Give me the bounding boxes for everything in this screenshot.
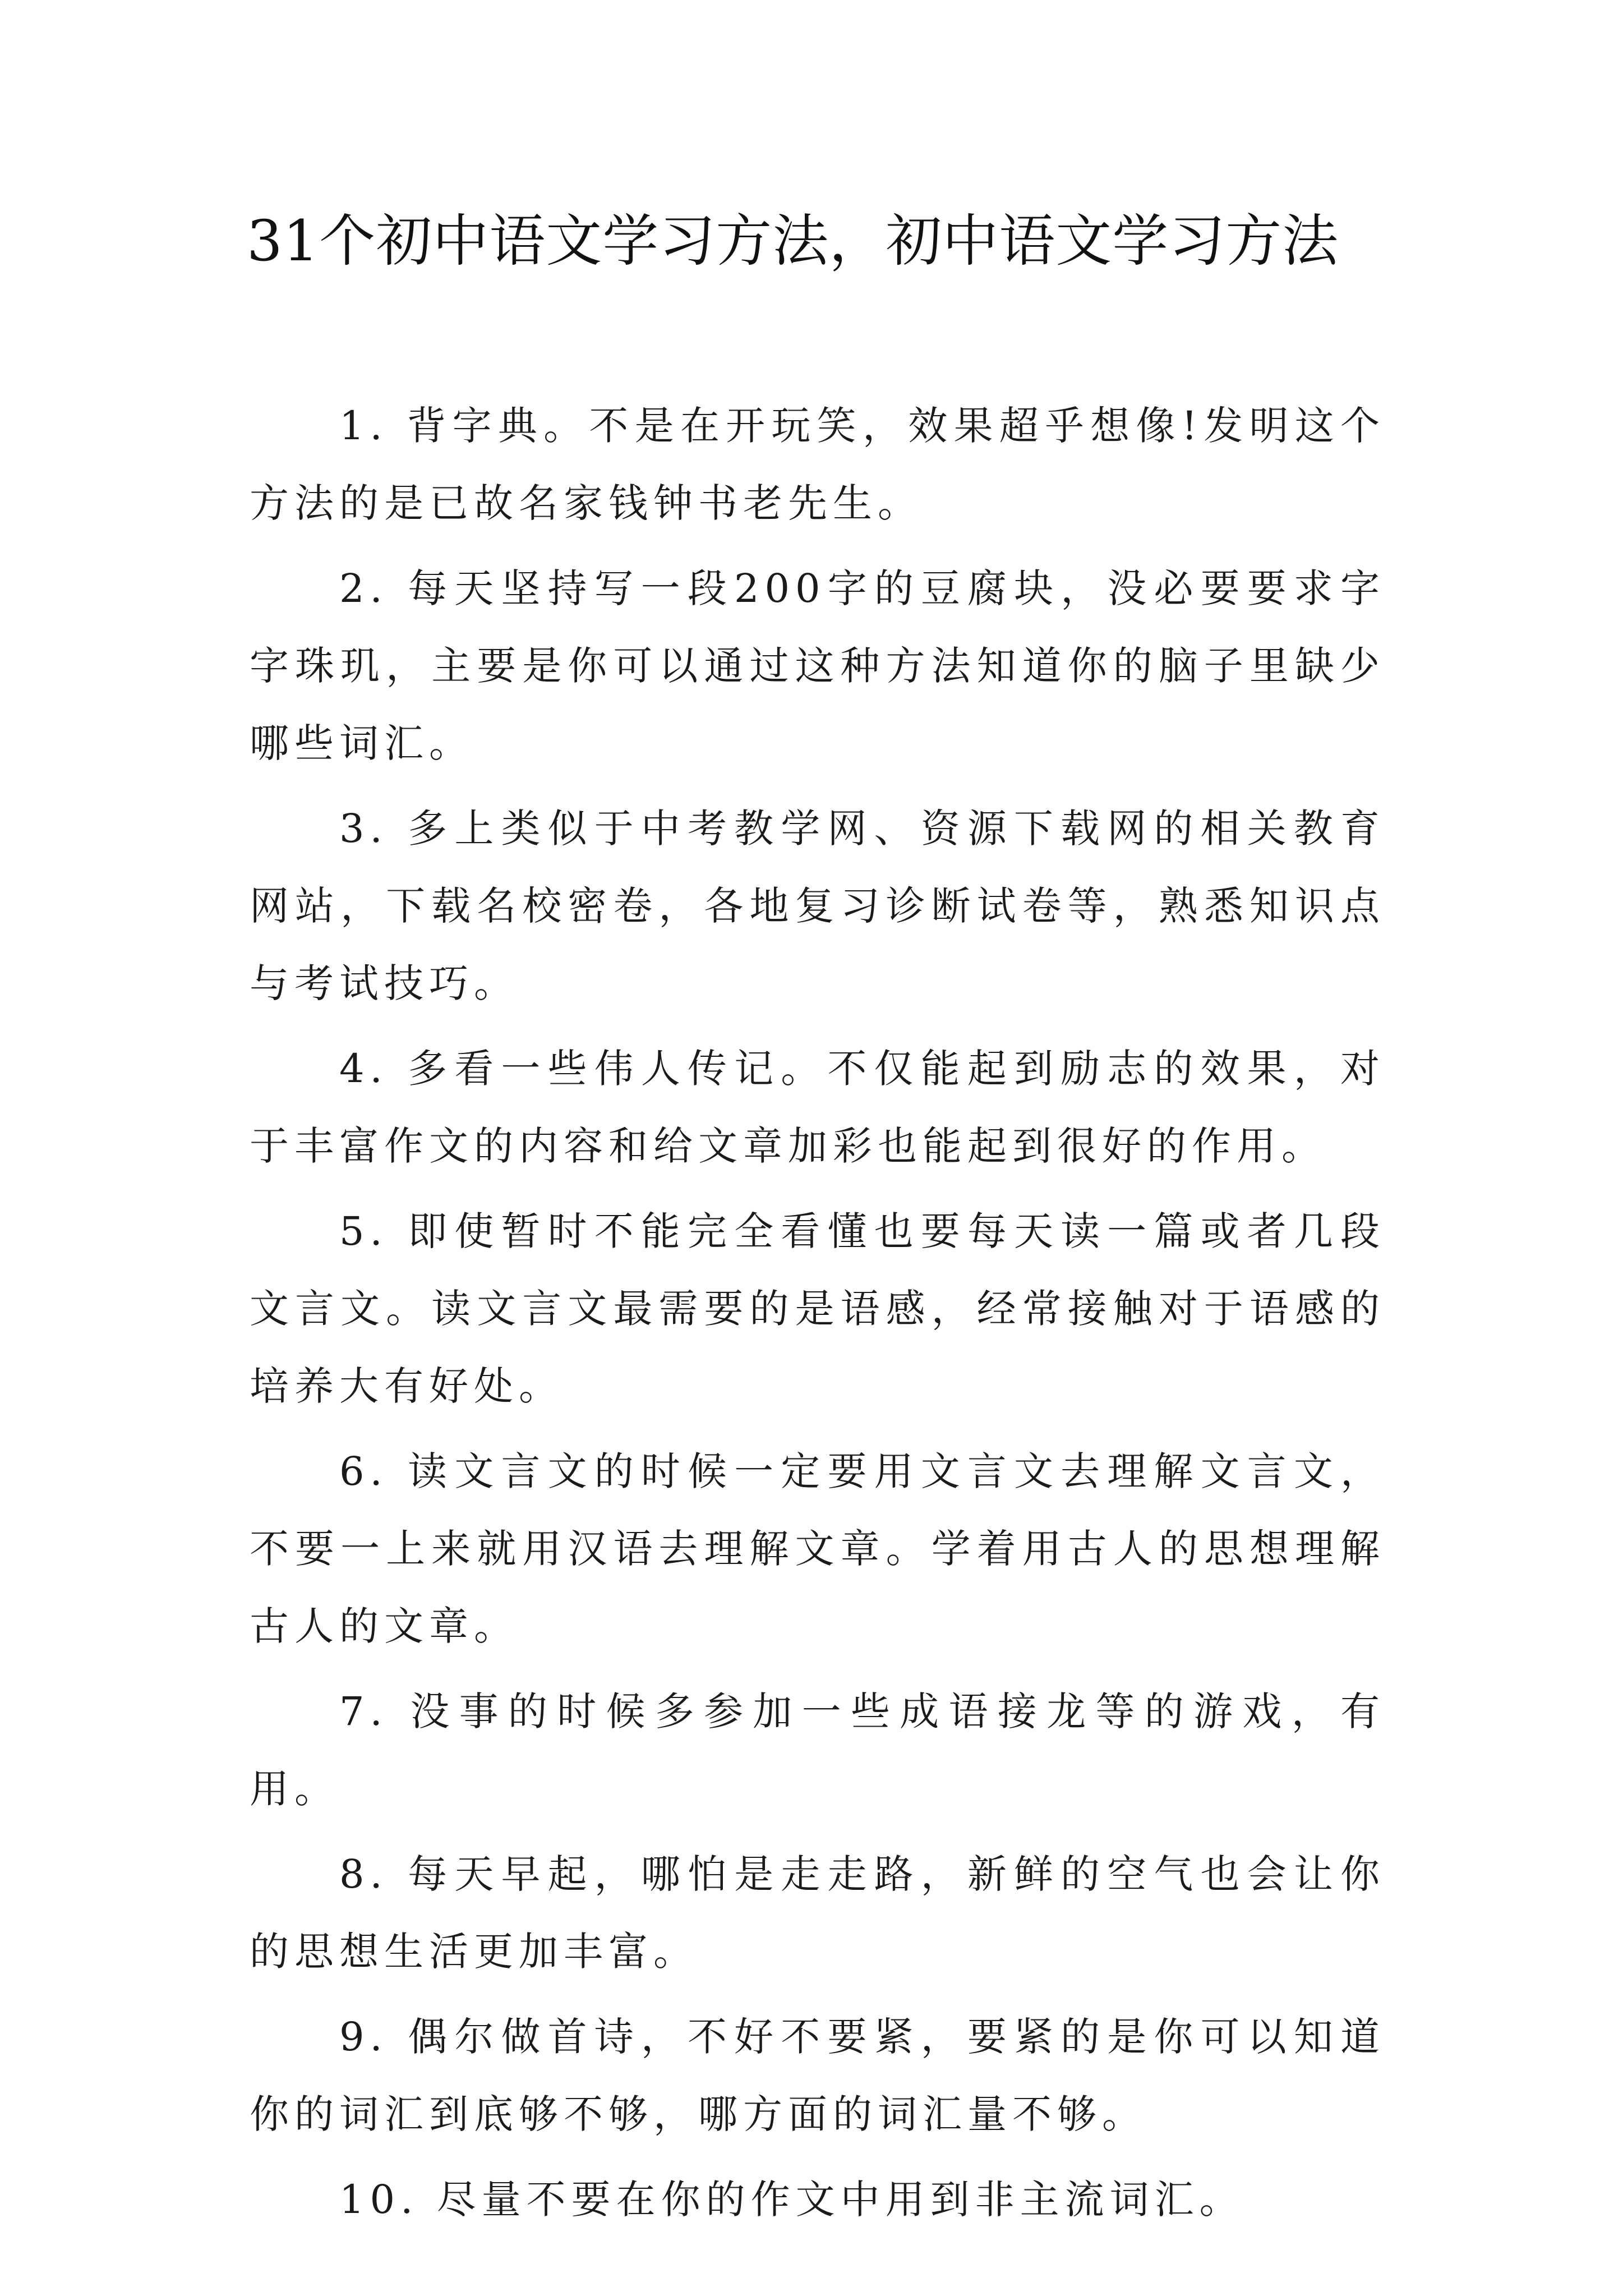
- paragraph-1: 1. 背字典。不是在开玩笑，效果超乎想像!发明这个方法的是已故名家钱钟书老先生。: [250, 403, 1385, 526]
- document-body: [250, 387, 1385, 2246]
- paragraph-2: 2. 每天坚持写一段200字的豆腐块，没必要要求字字珠玑，主要是你可以通过这种方法知道你的脑子里缺少哪些词汇。: [250, 565, 1385, 766]
- paragraph-8: 8. 每天早起，哪怕是走走路，新鲜的空气也会让你的思想生活更加丰富。: [250, 1851, 1385, 1975]
- document-title: 31个初中语文学习方法，初中语文学习方法: [247, 208, 1339, 274]
- paragraph-9: 9. 偶尔做首诗，不好不要紧，要紧的是你可以知道你的词汇到底够不够，哪方面的词汇量不够。: [250, 2014, 1385, 2137]
- paragraph-5: 5. 即使暂时不能完全看懂也要每天读一篇或者几段文言文。读文言文最需要的是语感，经常接触对于语感的培养大有好处。: [250, 1208, 1385, 1409]
- paragraph-6: 6. 读文言文的时候一定要用文言文去理解文言文，不要一上来就用汉语去理解文章。学着用古人的思想理解古人的文章。: [250, 1448, 1385, 1649]
- paragraph-7: 7. 没事的时候多参加一些成语接龙等的游戏，有用。: [250, 1688, 1385, 1812]
- paragraph-4: 4. 多看一些伟人传记。不仅能起到励志的效果，对于丰富作文的内容和给文章加彩也能起到很好的作用。: [250, 1046, 1385, 1169]
- paragraph-3: 3. 多上类似于中考教学网、资源下载网的相关教育网站，下载名校密卷，各地复习诊断试卷等，熟悉知识点与考试技巧。: [250, 806, 1385, 1006]
- paragraph-10: 10. 尽量不要在你的作文中用到非主流词汇。: [339, 2177, 1244, 2223]
